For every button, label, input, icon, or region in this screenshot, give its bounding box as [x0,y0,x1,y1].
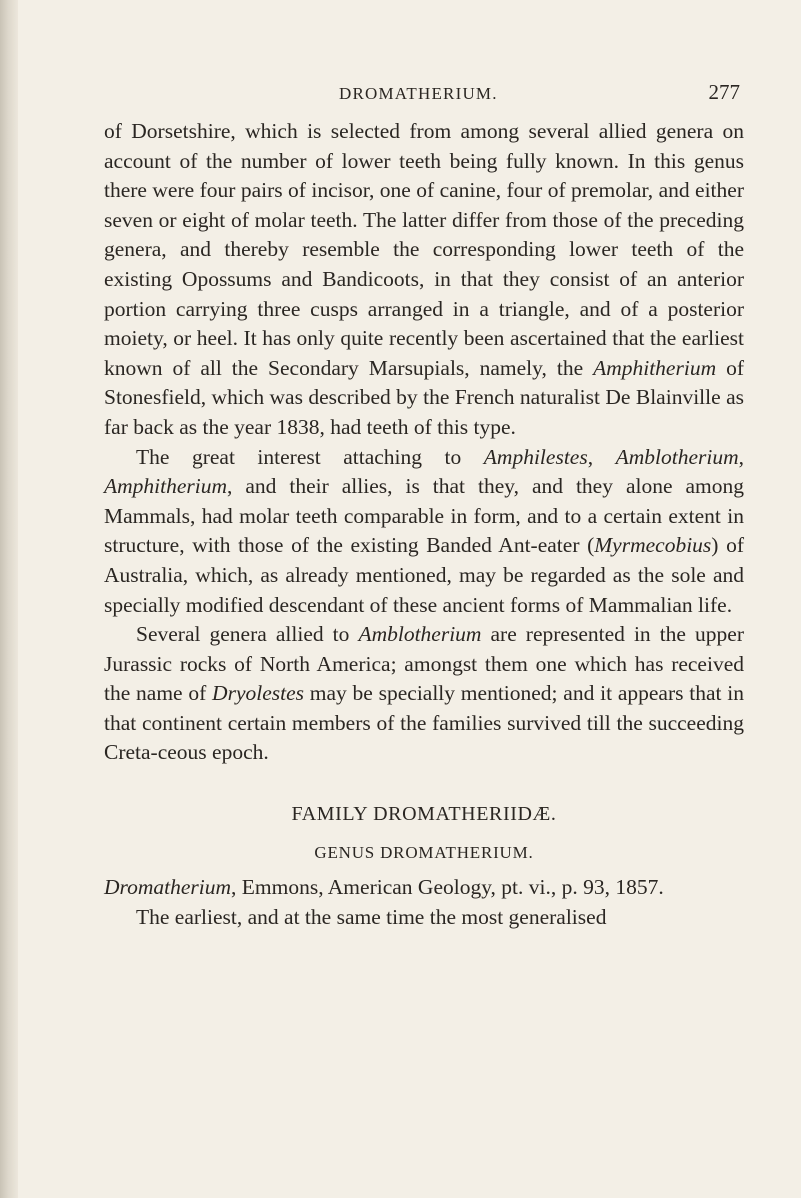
genus-heading: GENUS DROMATHERIUM. [314,842,534,862]
book-spine-shadow [0,0,18,1198]
italic-term: Dryolestes [212,681,304,706]
body-text [104,117,744,932]
text-run: , [738,444,745,469]
genus-citation [104,873,744,903]
text-run: may be specially mentioned; and it appears that in that continent certain members of the families survived till the succeeding Creta-ceous epoch. [104,681,744,765]
paragraph-4 [104,903,744,933]
text-run: , Emmons, American Geology, pt. vi., p. 93, 1857. [231,875,664,900]
paragraph-1 [104,117,744,443]
text-run: The earliest, and at the same time the most generalised [136,904,607,929]
italic-term: Amphitherium [104,474,228,499]
text-run: ) of Australia, which, as already mentioned, may be regarded as the sole and specially modified descendant of these ancient forms of Mammalian life. [104,533,744,617]
italic-term: Amphitherium [593,355,717,380]
text-run: , and their allies, is that they, and they alone among Mammals, had molar teeth comparable in form, and to a certain extent in structure, with those of the existing Banded Ant-eater ( [104,474,744,558]
italic-term: Dromatherium [104,875,232,900]
text-run: The great interest attaching to [136,444,484,469]
paragraph-3 [104,620,744,768]
italic-term: Amblotherium [358,622,482,647]
italic-term: Myrmecobius [594,533,712,558]
italic-term: Amphilestes [483,444,588,469]
family-heading: FAMILY DROMATHERIIDÆ. [291,803,557,826]
text-run: of Stonesfield, which was described by the French naturalist De Blainville as far back as the year 1838, had teeth of this type. [104,355,744,439]
text-run: of Dorsetshire, which is selected from among several allied genera on account of the number of lower teeth being fully known. In this genus there were four pairs of incisor, one of canine, four of premolar, and either seven or eight of molar teeth. The latter differ from those of the preceding genera, and thereby resemble the corresponding lower teeth of the existing Opossums and Bandicoots, in that they consist of an anterior portion carrying three cusps arranged in a triangle, and of a posterior moiety, or heel. It has only quite recently been ascertained that the earliest known of all the Secondary Marsupials, namely, the [104,119,744,380]
text-run: are represented in the upper Jurassic rocks of North America; amongst them one which has received the name of [104,622,744,706]
page-number: 277 [708,80,740,104]
text-run: Several genera allied to [136,622,359,647]
book-page [104,0,744,1198]
text-run: , [587,444,616,469]
italic-term: Amblotherium [615,444,739,469]
paragraph-2 [104,443,744,621]
running-head [104,78,744,108]
running-title: DROMATHERIUM. [339,84,498,103]
